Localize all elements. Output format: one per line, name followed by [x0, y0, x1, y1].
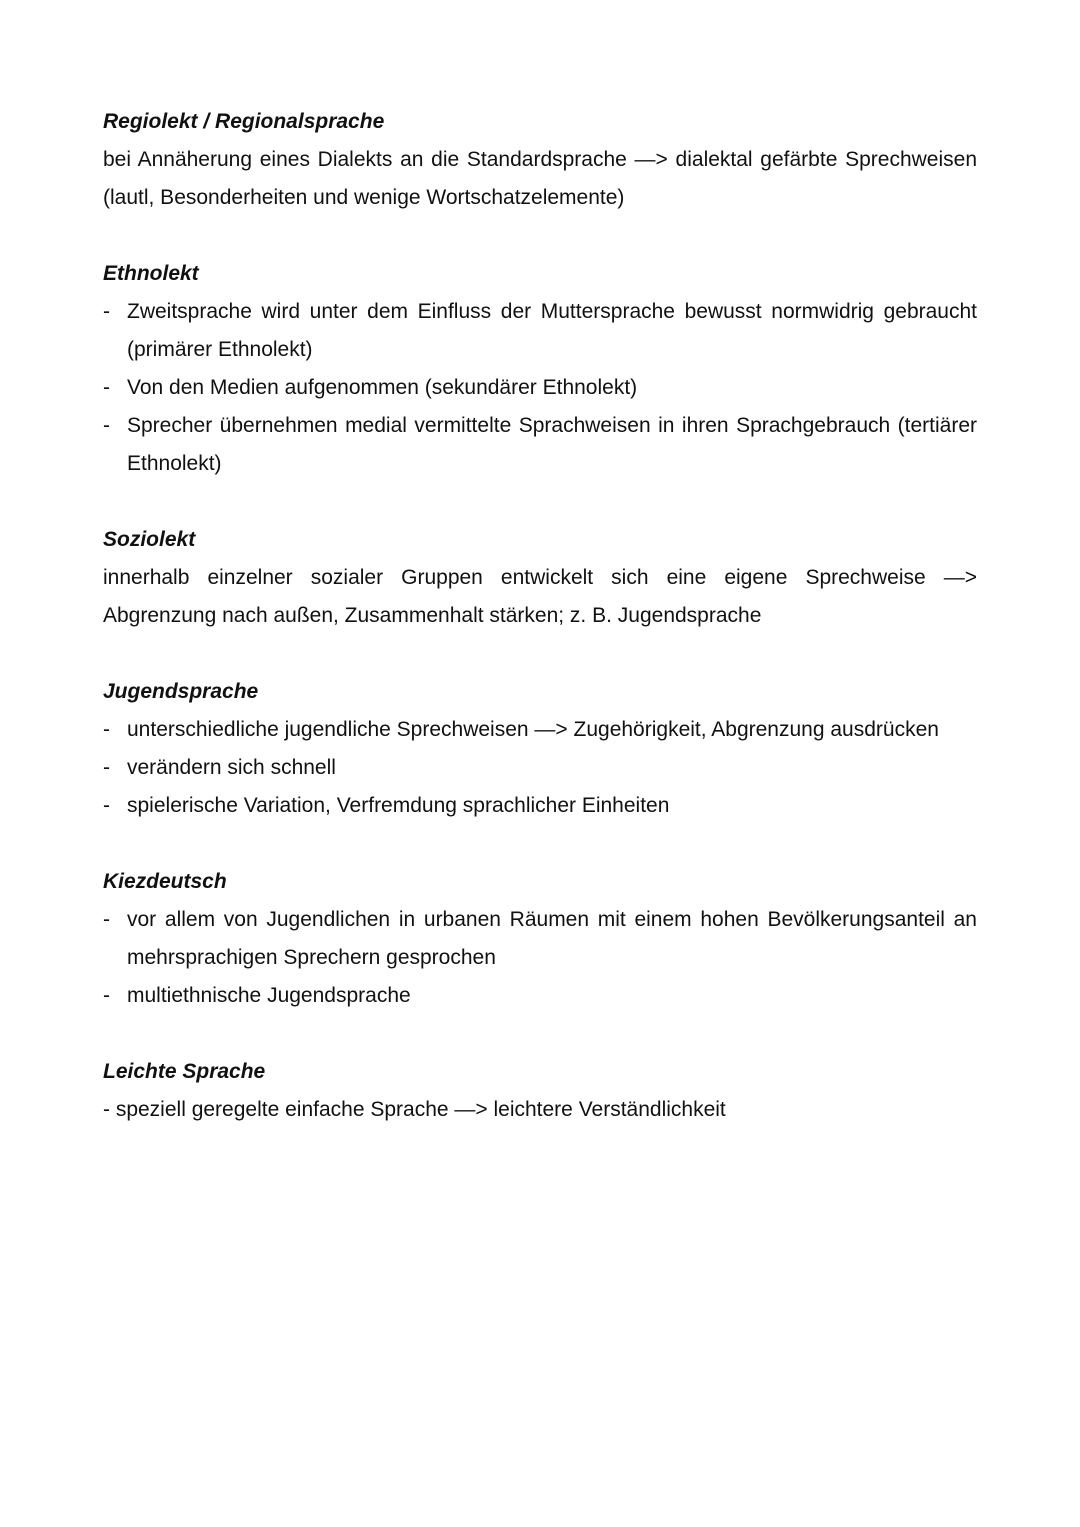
- list-item-text: vor allem von Jugendlichen in urbanen Räumen mit einem hohen Bevölkerungsanteil an mehrsprachigen Sprechern gesprochen: [127, 908, 977, 969]
- dash-bullet: -: [103, 984, 110, 1007]
- section-heading: Kiezdeutsch: [103, 870, 227, 893]
- dash-bullet: -: [103, 908, 110, 931]
- list-item: [103, 749, 977, 787]
- bullet-list: [103, 711, 977, 825]
- list-item: [103, 711, 977, 749]
- list-item: [103, 787, 977, 825]
- list-item: [103, 293, 977, 369]
- list-item-text: verändern sich schnell: [127, 756, 336, 779]
- list-item-text: Sprecher übernehmen medial vermittelte Sprachweisen in ihren Sprachgebrauch (tertiärer Ethnolekt): [127, 414, 977, 475]
- section-kiezdeutsch: [103, 863, 977, 1015]
- dash-bullet: -: [103, 756, 110, 779]
- section-regiolekt: [103, 103, 977, 217]
- dash-bullet: -: [103, 300, 110, 323]
- list-item-text: Zweitsprache wird unter dem Einfluss der Muttersprache bewusst normwidrig gebraucht (primärer Ethnolekt): [127, 300, 977, 361]
- dash-bullet: -: [103, 376, 110, 399]
- section-text: - speziell geregelte einfache Sprache —> leichtere Verständlichkeit: [103, 1098, 726, 1121]
- section-text: innerhalb einzelner sozialer Gruppen entwickelt sich eine eigene Sprechweise —> Abgrenzung nach außen, Zusammenhalt stärken; z. B. Jugendsprache: [103, 566, 977, 627]
- section-heading: Leichte Sprache: [103, 1060, 266, 1083]
- list-item-text: multiethnische Jugendsprache: [127, 984, 411, 1007]
- list-item: [103, 369, 977, 407]
- list-item-text: unterschiedliche jugendliche Sprechweisen —> Zugehörigkeit, Abgrenzung ausdrücken: [127, 718, 939, 741]
- list-item: [103, 407, 977, 483]
- bullet-list: [103, 901, 977, 1015]
- list-item-text: Von den Medien aufgenommen (sekundärer Ethnolekt): [127, 376, 638, 399]
- section-heading: Regiolekt / Regionalsprache: [103, 110, 385, 133]
- section-heading: Soziolekt: [103, 528, 196, 551]
- section-soziolekt: [103, 521, 977, 635]
- bullet-list: [103, 293, 977, 483]
- section-jugendsprache: [103, 673, 977, 825]
- list-item: [103, 901, 977, 977]
- section-heading: Jugendsprache: [103, 680, 259, 703]
- dash-bullet: -: [103, 794, 110, 817]
- section-ethnolekt: [103, 255, 977, 483]
- section-text: bei Annäherung eines Dialekts an die Standardsprache —> dialektal gefärbte Sprechweisen (lautl, Besonderheiten und wenige Wortschatzelemente): [103, 148, 977, 209]
- dash-bullet: -: [103, 718, 110, 741]
- list-item-text: spielerische Variation, Verfremdung sprachlicher Einheiten: [127, 794, 670, 817]
- section-heading: Ethnolekt: [103, 262, 199, 285]
- list-item: [103, 977, 977, 1015]
- dash-bullet: -: [103, 414, 110, 437]
- section-leichte-sprache: [103, 1053, 977, 1129]
